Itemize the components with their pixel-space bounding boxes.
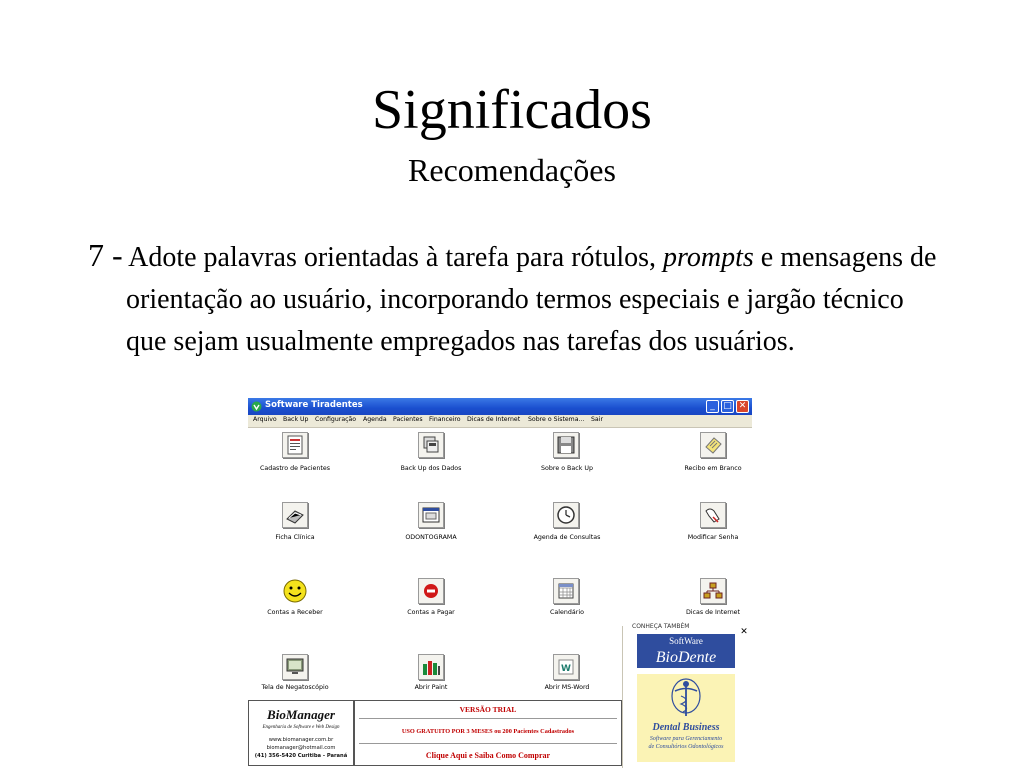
negatoscope-label: Tela de Negatoscópio bbox=[261, 684, 329, 691]
calendar-icon bbox=[553, 578, 579, 604]
dental-business-tagline-1: Software para Gerenciamento bbox=[649, 736, 723, 742]
clinical-record-label: Ficha Clínica bbox=[275, 534, 315, 541]
menu-back-up[interactable]: Back Up bbox=[283, 416, 309, 423]
menu-sair[interactable]: Sair bbox=[591, 416, 603, 423]
window-title: Software Tiradentes bbox=[265, 400, 363, 410]
promo-panel bbox=[622, 623, 752, 768]
dental-business-banner[interactable] bbox=[637, 674, 735, 762]
biodente-logo: BioDente bbox=[637, 648, 735, 668]
software-window bbox=[248, 398, 752, 768]
clinical-record-icon bbox=[282, 502, 308, 528]
maximize-button[interactable]: □ bbox=[721, 400, 734, 413]
internet-tips-label: Dicas de Internet bbox=[685, 609, 741, 616]
trial-panel bbox=[354, 700, 622, 766]
menu-financeiro[interactable]: Financeiro bbox=[429, 416, 461, 423]
payables-label: Contas a Pagar bbox=[407, 609, 455, 616]
biomanager-url: www.biomanager.com.br bbox=[268, 737, 334, 743]
menu-pacientes[interactable]: Pacientes bbox=[393, 416, 423, 423]
app-icon bbox=[251, 401, 262, 412]
recommendation-text-end: e mensagens de orientação ao usuário, incorporando termos especiais e jargão técnico que sejam usualmente empregados nas tarefas dos usuários. bbox=[126, 242, 937, 357]
caduceus-icon bbox=[671, 678, 701, 720]
dental-business-name: Dental Business bbox=[652, 722, 720, 733]
svg-text:W: W bbox=[561, 664, 571, 674]
trial-title: VERSÃO TRIAL bbox=[459, 705, 517, 714]
menu-sobre-sistema[interactable]: Sobre o Sistema... bbox=[528, 416, 585, 423]
appointments-label: Agenda de Consultas bbox=[533, 534, 601, 541]
buy-link[interactable]: Clique Aqui e Saiba Como Comprar bbox=[425, 751, 551, 760]
monitor-icon bbox=[282, 654, 308, 680]
recommendation-text bbox=[88, 234, 948, 363]
trial-separator bbox=[359, 743, 617, 744]
biomanager-email: biomanager@hotmail.com bbox=[266, 745, 336, 751]
biomanager-logo: BioManager bbox=[267, 707, 335, 722]
receivables-label: Contas a Receber bbox=[267, 609, 323, 616]
backup-label: Back Up dos Dados bbox=[400, 465, 462, 472]
recommendation-text-italic: prompts bbox=[663, 242, 754, 273]
patient-register-icon bbox=[282, 432, 308, 458]
hand-key-icon bbox=[700, 502, 726, 528]
biomanager-phone: (41) 356-5420 Curitiba - Paraná bbox=[254, 753, 348, 759]
menu-agenda[interactable]: Agenda bbox=[363, 416, 387, 423]
odontogram-label: ODONTOGRAMA bbox=[405, 534, 457, 541]
menu-arquivo[interactable]: Arquivo bbox=[253, 416, 277, 423]
paint-icon bbox=[418, 654, 444, 680]
dental-business-tagline-2: de Consultórios Odontológicos bbox=[648, 744, 724, 750]
trial-text: USO GRATUITO POR 3 MESES ou 200 Pacientes Cadastrados bbox=[401, 728, 575, 735]
stop-sign-icon bbox=[418, 578, 444, 604]
biomanager-panel[interactable] bbox=[248, 700, 354, 766]
recommendation-number: 7 - bbox=[88, 237, 123, 273]
trial-separator bbox=[359, 718, 617, 719]
recommendation-text-start: Adote palavras orientadas à tarefa para rótulos, bbox=[128, 242, 656, 273]
floppy-disk-icon bbox=[553, 432, 579, 458]
menu-bar bbox=[248, 415, 752, 428]
patient-register-label: Cadastro de Pacientes bbox=[259, 465, 331, 472]
slide-subtitle: Recomendações bbox=[408, 152, 616, 188]
about-backup-label: Sobre o Back Up bbox=[541, 465, 593, 472]
network-icon bbox=[700, 578, 726, 604]
promo-close-button[interactable]: ✕ bbox=[740, 627, 748, 637]
calendar-label: Calendário bbox=[550, 609, 584, 616]
close-button[interactable]: ✕ bbox=[736, 400, 749, 413]
smiley-icon bbox=[282, 578, 308, 604]
open-paint-label: Abrir Paint bbox=[414, 684, 448, 691]
blank-receipt-label: Recibo em Branco bbox=[684, 465, 742, 472]
menu-dicas-internet[interactable]: Dicas de Internet bbox=[467, 416, 521, 423]
backup-icon bbox=[418, 432, 444, 458]
receipt-icon bbox=[700, 432, 726, 458]
window-titlebar[interactable] bbox=[248, 398, 752, 415]
slide-title: Significados bbox=[372, 79, 652, 141]
biomanager-tagline: Engenharia de Software e Web Design bbox=[262, 725, 340, 730]
clock-icon bbox=[553, 502, 579, 528]
minimize-button[interactable]: _ bbox=[706, 400, 719, 413]
word-icon bbox=[553, 654, 579, 680]
change-password-label: Modificar Senha bbox=[687, 534, 739, 541]
menu-configuracao[interactable]: Configuração bbox=[315, 416, 357, 423]
promo-heading: CONHEÇA TAMBÉM bbox=[632, 623, 690, 630]
biodente-banner[interactable] bbox=[637, 634, 735, 668]
biodente-software-label: SoftWare bbox=[637, 634, 735, 648]
open-word-label: Abrir MS-Word bbox=[544, 684, 590, 691]
odontogram-icon bbox=[418, 502, 444, 528]
